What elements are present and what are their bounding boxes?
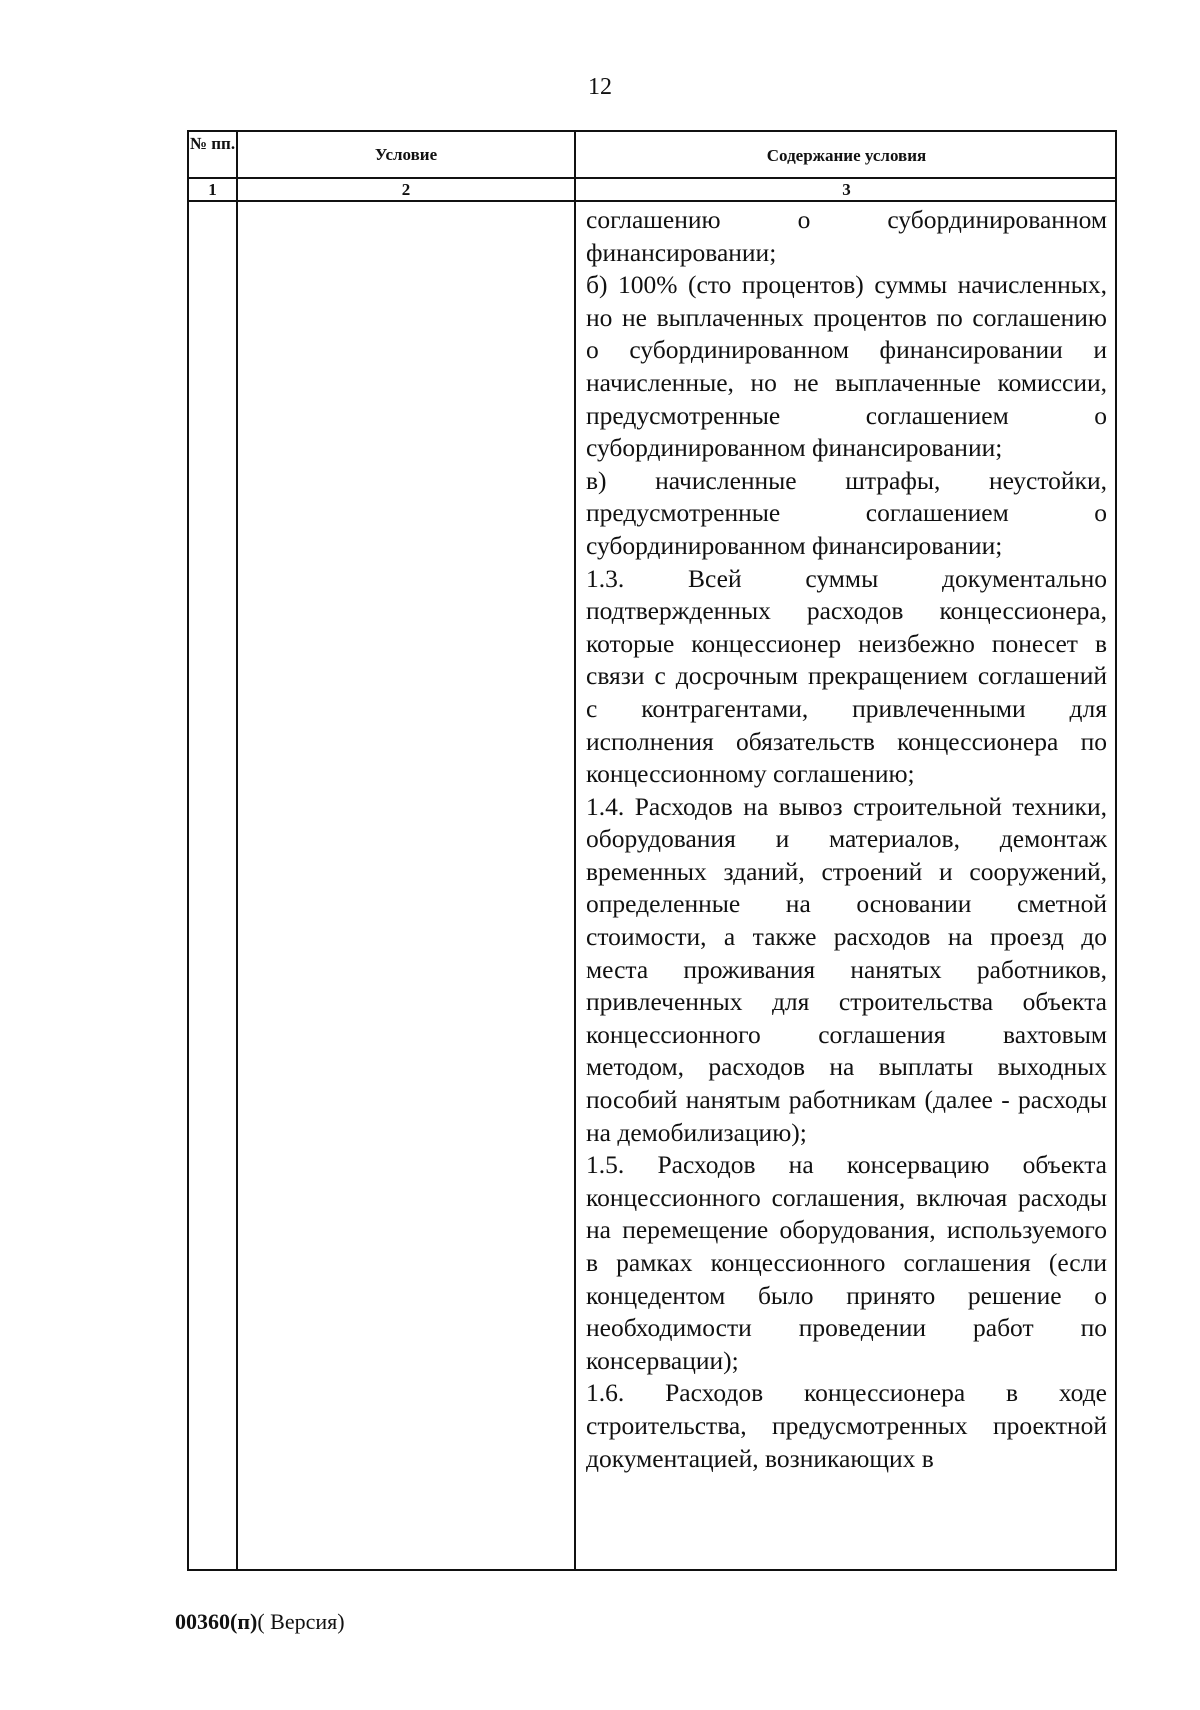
content-paragraph: 1.4. Расходов на вывоз строительной техники, оборудования и материалов, демонтаж временных зданий, строений и сооружений, определенные на основании сметной стоимости, а также расходов на проезд до места проживания нанятых работников, привлеченных для строительства объекта концессионного соглашения вахтовым методом, расходов на выплаты выходных пособий нанятым работникам (далее - расходы на демобилизацию);: [586, 791, 1107, 1147]
page-number: 12: [588, 74, 612, 100]
column-number-1: 1: [208, 180, 217, 199]
column-divider: [236, 132, 238, 1569]
content-paragraph: 1.3. Всей суммы документально подтвержденных расходов концессионера, которые концессионер неизбежно понесет в связи с досрочным прекращением соглашений с контрагентами, привлеченными для исполнения обязательств концессионера по концессионному соглашению;: [586, 563, 1107, 789]
content-paragraph: 1.5. Расходов на консервацию объекта концессионного соглашения, включая расходы на перемещение оборудования, используемого в рамках концессионного соглашения (если концедентом было принято решение о необходимости проведении работ по консервации);: [586, 1150, 1107, 1375]
document-footer: [175, 1608, 345, 1636]
document-code: 00360(п): [175, 1609, 258, 1634]
column-number-3: 3: [842, 180, 851, 199]
content-paragraph: 1.6. Расходов концессионера в ходе строительства, предусмотренных проектной документацией, возникающих в: [586, 1378, 1107, 1473]
condition-content-cell: [586, 204, 1107, 1475]
content-paragraph: б) 100% (сто процентов) суммы начисленных, но не выплаченных процентов по соглашению о субординированном финансировании и начисленные, но не выплаченные комиссии, предусмотренные соглашением о субординированном финансировании;: [586, 270, 1107, 463]
column-number-2: 2: [401, 180, 411, 199]
header-item-number: № пп.: [189, 134, 236, 153]
content-paragraph: соглашению о субординированном финансировании;: [586, 205, 1107, 267]
conditions-table: [187, 130, 1117, 1571]
header-condition-content: Содержание условия: [766, 146, 927, 165]
column-divider: [574, 132, 576, 1569]
header-condition: Условие: [374, 145, 438, 164]
document-version: ( Версия): [257, 1609, 345, 1634]
numbers-divider: [189, 200, 1115, 202]
content-paragraph: в) начисленные штрафы, неустойки, предусмотренные соглашением о субординированном финансировании;: [586, 465, 1107, 560]
